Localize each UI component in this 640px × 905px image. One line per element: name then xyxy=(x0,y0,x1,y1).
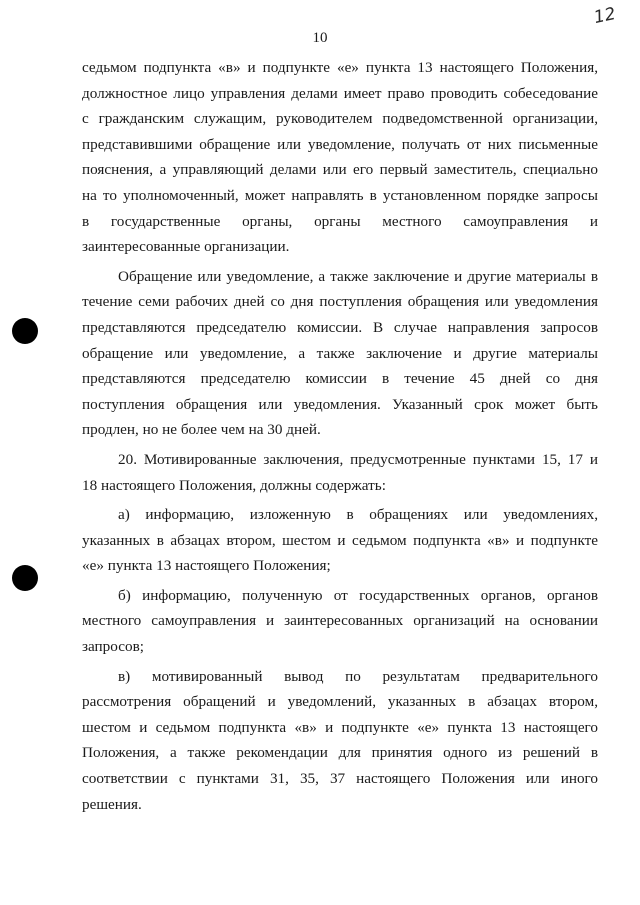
paragraph-subitem-v xyxy=(82,664,598,818)
text-line: пояснения, а управляющий делами или его первый заместитель, специально xyxy=(82,161,598,179)
text-line: представляются председателю комиссии в течение 45 дней со дня xyxy=(82,370,598,388)
text-line: с гражданским служащим, руководителем подведомственной организации, xyxy=(82,110,598,128)
text-line: 18 настоящего Положения, должны содержать: xyxy=(82,476,386,494)
text-line: на то уполномоченный, может направлять в установленном порядке запросы xyxy=(82,186,598,204)
text-line: Обращение или уведомление, а также заключение и другие материалы в xyxy=(118,267,598,285)
punch-hole-bottom xyxy=(12,565,38,591)
paragraph-submission-deadlines xyxy=(82,264,598,443)
text-line: местного самоуправления и заинтересованных организаций на основании xyxy=(82,612,598,630)
text-line: шестом и седьмом подпункта «в» и подпункте «е» пункта 13 настоящего xyxy=(82,718,598,736)
text-line: б) информацию, полученную от государственных органов, органов xyxy=(118,586,598,604)
handwritten-page-number: 12 xyxy=(592,3,618,29)
text-line: в государственные органы, органы местного самоуправления и xyxy=(82,212,598,230)
text-line: течение семи рабочих дней со дня поступления обращения или уведомления xyxy=(82,293,598,311)
text-line: указанных в абзацах втором, шестом и седьмом подпункта «в» и подпункте xyxy=(82,531,598,549)
paragraph-continuation xyxy=(82,55,598,260)
text-line: представившими обращение или уведомление, получать от них письменные xyxy=(82,135,598,153)
text-line: продлен, но не более чем на 30 дней. xyxy=(82,421,321,439)
paragraph-item-20 xyxy=(82,447,598,498)
text-line: «е» пункта 13 настоящего Положения; xyxy=(82,557,331,575)
paragraph-subitem-a xyxy=(82,502,598,579)
text-line: представляются председателю комиссии. В случае направления запросов xyxy=(82,318,598,336)
document-body xyxy=(82,55,598,817)
page-number: 10 xyxy=(312,30,328,46)
text-line: а) информацию, изложенную в обращениях или уведомлениях, xyxy=(118,506,598,524)
text-line: должностное лицо управления делами имеет право проводить собеседование xyxy=(82,84,598,102)
text-line: рассмотрения обращений и уведомлений, указанных в абзацах втором, xyxy=(82,693,598,711)
text-line: соответствии с пунктами 31, 35, 37 настоящего Положения или иного xyxy=(82,770,598,788)
text-line: решения. xyxy=(82,795,142,813)
text-line: заинтересованные организации. xyxy=(82,238,290,256)
text-line: запросов; xyxy=(82,638,144,656)
text-line: в) мотивированный вывод по результатам предварительного xyxy=(118,667,598,685)
text-line: обращение или уведомление, а также заключение и другие материалы xyxy=(82,344,598,362)
text-line: Положения, а также рекомендации для принятия одного из решений в xyxy=(82,744,598,762)
paragraph-subitem-b xyxy=(82,583,598,660)
text-line: 20. Мотивированные заключения, предусмотренные пунктами 15, 17 и xyxy=(118,450,598,468)
punch-hole-top xyxy=(12,318,38,344)
text-line: поступления обращения или уведомления. Указанный срок может быть xyxy=(82,395,598,413)
text-line: седьмом подпункта «в» и подпункте «е» пункта 13 настоящего Положения, xyxy=(82,59,598,76)
